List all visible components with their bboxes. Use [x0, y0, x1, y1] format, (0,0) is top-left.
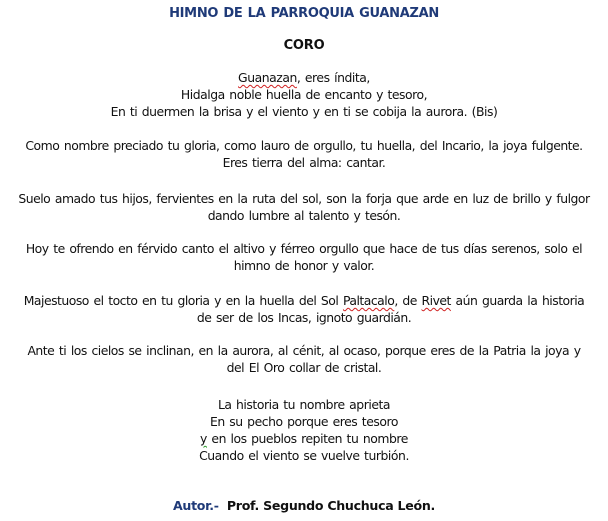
chorus-line-3: En ti duermen la brisa y el viento y en ti se cobija la aurora. (Bis)	[110, 104, 498, 119]
stanza-4	[18, 292, 590, 326]
stanza-5: Ante ti los cielos se inclinan, en la aurora, al cénit, al ocaso, porque eres de la Patria la joya y del El Oro collar de cristal.	[27, 343, 581, 375]
misspelled-word[interactable]: Guanazan	[238, 70, 297, 85]
author-credit	[0, 498, 608, 513]
author-name: Prof. Segundo Chuchuca León.	[226, 498, 436, 513]
chorus-line-2: Hidalga noble huella de encanto y tesoro,	[180, 87, 428, 102]
misspelled-word[interactable]: Rivet	[421, 293, 451, 308]
stanza-4-text-b: , de	[394, 293, 422, 308]
closing-line-3	[0, 431, 608, 446]
closing-line-4: Cuando el viento se vuelve turbión.	[199, 448, 409, 463]
stanza-4-text-a: Majestuoso el tocto en tu gloria y en la huella del Sol	[23, 293, 343, 308]
chorus-line-1-text: , eres índita,	[296, 70, 370, 85]
chorus-heading: CORO	[283, 38, 325, 53]
closing-line-2: En su pecho porque eres tesoro	[209, 414, 399, 429]
closing-line-1: La historia tu nombre aprieta	[217, 397, 391, 412]
stanza-1: Como nombre preciado tu gloria, como lauro de orgullo, tu huella, del Incario, la joya fulgente. Eres tierra del alma: cantar.	[25, 138, 583, 170]
misspelled-word[interactable]: Paltacalo	[342, 293, 395, 308]
chorus-line-1	[0, 70, 608, 85]
stanza-3: Hoy te ofrendo en férvido canto el altivo y férreo orgullo que hace de tus días serenos, solo el himno de honor y valor.	[25, 241, 583, 273]
stanza-4-text-c: aún guarda la historia de ser de los Incas, ignoto guardián.	[196, 293, 585, 325]
stanza-2: Suelo amado tus hijos, fervientes en la ruta del sol, son la forja que arde en luz de brillo y fulgor dando lumbre al talento y tesón.	[18, 191, 590, 223]
hymn-title: HIMNO DE LA PARROQUIA GUANAZAN	[169, 6, 439, 21]
grammar-flagged-word[interactable]: y	[200, 431, 207, 446]
closing-line-3-text: en los pueblos repiten tu nombre	[206, 431, 408, 446]
author-label: Autor.-	[172, 498, 219, 513]
